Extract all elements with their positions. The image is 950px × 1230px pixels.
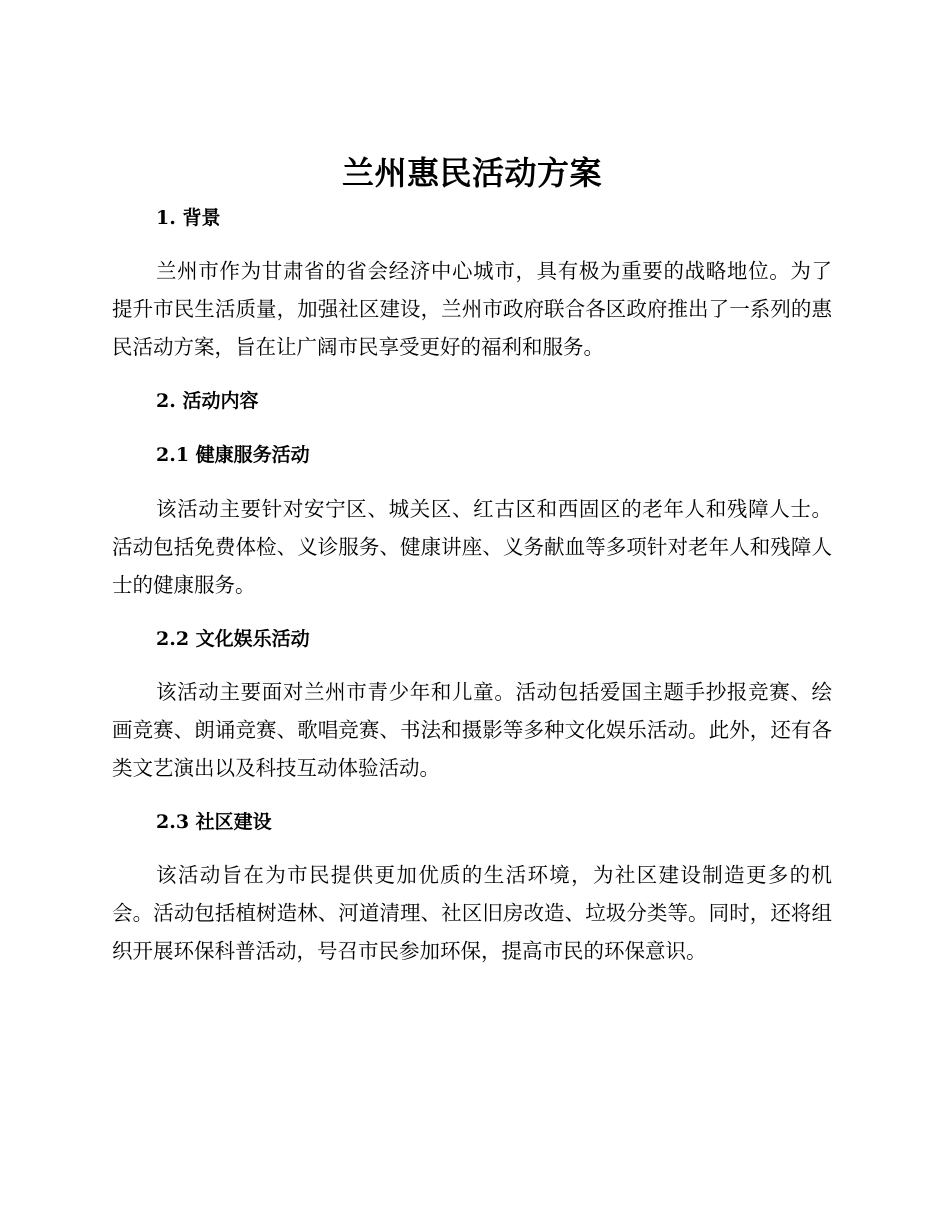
section-heading-health-service: 2.1 健康服务活动 bbox=[156, 444, 310, 466]
section-heading-background: 1. 背景 bbox=[156, 207, 221, 229]
paragraph-culture-entertainment: 该活动主要面对兰州市青少年和儿童。活动包括爱国主题手抄报竞赛、绘画竞赛、朗诵竞赛、歌唱竞赛、书法和摄影等多种文化娱乐活动。此外，还有各类文艺演出以及科技互动体验活动。 bbox=[112, 680, 832, 780]
paragraph-health-service: 该活动主要针对安宁区、城关区、红古区和西固区的老年人和残障人士。活动包括免费体检、义诊服务、健康讲座、义务献血等多项针对老年人和残障人士的健康服务。 bbox=[112, 497, 832, 597]
section-heading-culture-entertainment: 2.2 文化娱乐活动 bbox=[156, 628, 310, 650]
section-heading-activity-content: 2. 活动内容 bbox=[156, 390, 259, 412]
document-title: 兰州惠民活动方案 bbox=[341, 154, 602, 192]
paragraph-background: 兰州市作为甘肃省的省会经济中心城市，具有极为重要的战略地位。为了提升市民生活质量，加强社区建设，兰州市政府联合各区政府推出了一系列的惠民活动方案，旨在让广阔市民享受更好的福利和服务。 bbox=[112, 259, 832, 359]
paragraph-community-building: 该活动旨在为市民提供更加优质的生活环境，为社区建设制造更多的机会。活动包括植树造林、河道清理、社区旧房改造、垃圾分类等。同时，还将组织开展环保科普活动，号召市民参加环保，提高市民的环保意识。 bbox=[112, 863, 832, 963]
section-heading-community-building: 2.3 社区建设 bbox=[156, 811, 272, 833]
document-page bbox=[112, 150, 832, 970]
